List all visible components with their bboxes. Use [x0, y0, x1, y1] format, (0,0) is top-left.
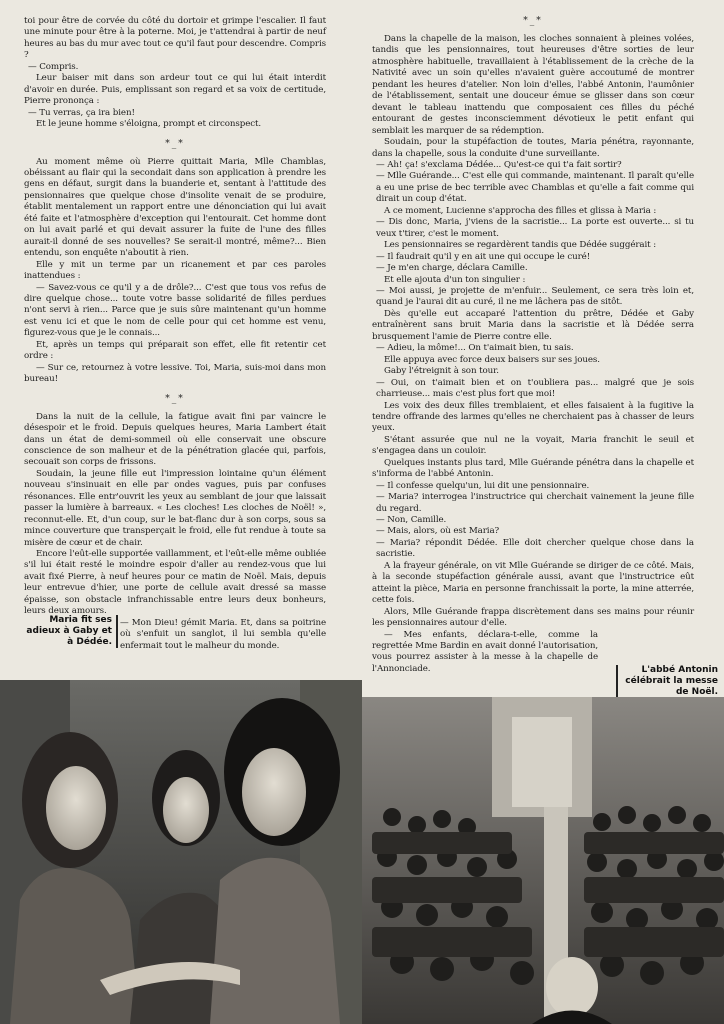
photo-three-women	[0, 680, 362, 1024]
paragraph: — Mlle Guérande... C'est elle qui commande, maintenant. Il paraît qu'elle a eu une prise de bec terrible avec Chamblas et qu'elle a fait comme qui dirait un coup d'état.	[376, 171, 694, 205]
left-text-column	[24, 16, 326, 652]
photo-caption-left: Maria fit ses adieux à Gaby et à Dédée.	[24, 615, 118, 648]
paragraph: — Maria? répondit Dédée. Elle doit chercher quelque chose dans la sacristie.	[376, 537, 694, 560]
paragraph: A ce moment, Lucienne s'approcha des filles et glissa à Maria :	[384, 205, 657, 216]
paragraph: Et le jeune homme s'éloigna, prompt et circonspect.	[36, 119, 262, 130]
paragraph: — Maria? interrogea l'instructrice qui cherchait vainement la jeune fille du regard.	[376, 492, 694, 514]
paragraph: A la frayeur générale, on vit Mlle Guérande se diriger de ce côté. Mais, à la seconde stupéfaction générale aussi, avant que l'instructrice eût atteint la pièce, Maria en personne franchissait la porte, la mine atterrée, cette fois.	[372, 560, 694, 606]
section-separator: *_*	[523, 16, 543, 26]
paragraph: — Ah! ça! s'exclama Dédée... Qu'est-ce qui t'a fait sortir?	[376, 159, 622, 170]
paragraph: — Compris.	[28, 61, 79, 72]
paragraph: — Adieu, la môme!... On t'aimait bien, tu sais.	[376, 343, 574, 354]
paragraph: Dès qu'elle eut accaparé l'attention du prêtre, Dédée et Gaby entraînèrent sans bruit Maria dans la sacristie et là Dédée serra brusquement l'amie de Pierre contre elle.	[372, 308, 694, 342]
paragraph: — Il faudrait qu'il y en ait une qui occupe le curé!	[376, 251, 591, 262]
paragraph: Leur baiser mit dans son ardeur tout ce qui lui était interdit d'avoir en durée. Puis, emplissant son regard et sa voix de certitude, Pierre prononça :	[24, 73, 326, 107]
paragraph: — Je m'en charge, déclara Camille.	[376, 263, 528, 274]
paragraph: Encore l'eût-elle supportée vaillamment, et l'eût-elle même oubliée s'il lui était resté le moindre espoir d'aller au rendez-vous que lui avait fixé Pierre, à neuf heures pour ce matin de Noël. Mais, depuis leur entrevue d'hier, une porte de cellule avait dressé sa masse épaisse, son obstacle infranchissable entre leurs deux bonheurs, leurs deux amours.	[24, 549, 326, 617]
paragraph: Elle y mit un terme par un ricanement et par ces paroles inattendues :	[24, 259, 326, 282]
photo-caption-right: L'abbé Antonin célébrait la messe de Noël.	[616, 665, 718, 698]
paragraph: — Dis donc, Maria, j'viens de la sacristie... La porte est ouverte... si tu veux t'tirer, c'est le moment.	[376, 217, 694, 239]
paragraph: Les pensionnaires se regardèrent tandis que Dédée suggérait :	[384, 240, 657, 251]
right-text-column	[372, 16, 694, 675]
section-separator: *_*	[165, 138, 185, 149]
paragraph: — Sur ce, retournez à votre lessive. Toi, Maria, suis-moi dans mon bureau!	[24, 362, 326, 385]
paragraph: Elle appuya avec force deux baisers sur ses joues.	[384, 354, 600, 365]
paragraph: Gaby l'étreignit à son tour.	[384, 366, 499, 377]
paragraph: — Tu verras, ça ira bien!	[28, 107, 135, 118]
paragraph: — Non, Camille.	[376, 515, 447, 526]
paragraph: — Mon Dieu! gémit Maria. Et, dans sa poitrine où s'enfuit un sanglot, il lui sembla qu'elle enfermait tout le malheur du monde.	[120, 617, 326, 651]
paragraph: Et, après un temps qui préparait son effet, elle fit retentir cet ordre :	[24, 339, 326, 362]
paragraph: Alors, Mlle Guérande frappa discrètement dans ses mains pour réunir les pensionnaires autour d'elle.	[372, 606, 694, 629]
paragraph: — Mais, alors, où est Maria?	[376, 526, 500, 537]
paragraph: — Il confesse quelqu'un, lui dit une pensionnaire.	[376, 480, 590, 491]
photo-chapel-mass	[362, 697, 724, 1024]
paragraph: — Oui, on t'aimait bien et on t'oubliera pas... malgré que je sois charrieuse... mais c'est plus fort que moi!	[376, 377, 694, 400]
paragraph: S'étant assurée que nul ne la voyait, Maria franchit le seuil et s'engagea dans un couloir.	[372, 434, 694, 457]
paragraph: Dans la nuit de la cellule, la fatigue avait fini par vaincre le désespoir et le froid. Depuis quelques heures, Maria Lambert était dans un état de demi-sommeil où elle conservait une obscure conscience de son malheur et de la pénétration glacée qui, parfois, secouait son corps de frissons.	[24, 411, 326, 468]
paragraph: toi pour être de corvée du côté du dortoir et grimpe l'escalier. Il faut une minute pour être à la poterne. Moi, je t'attendrai à partir de neuf heures au bas du mur avec tout ce qu'il faut pour descendre. Compris ?	[24, 16, 327, 61]
paragraph: Dans la chapelle de la maison, les cloches sonnaient à pleines volées, tandis que les pensionnaires, tout heureuses d'être sorties de leur atmosphère habituelle, travaillaient à l'établissement de la crèche de la Nativité avec un soin qu'elles n'avaient guère accoutumé de montrer pendant les heures d'atelier. Non loin d'elles, l'abbé Antonin, l'aumônier de l'établissement, sentait une douceur émue se glisser dans son cœur devant le tableau inattendu que composaient ces filles du péché entourant de gestes inconsciemment dévotieux le petit enfant qui semblait les marquer de sa rédemption.	[372, 34, 694, 136]
paragraph: Soudain, pour la stupéfaction de toutes, Maria pénétra, rayonnante, dans la chapelle, sous la conduite d'une surveillante.	[372, 137, 694, 159]
paragraph: Et elle ajouta d'un ton singulier :	[384, 274, 526, 285]
paragraph: Les voix des deux filles tremblaient, et elles faisaient à la fugitive la tendre offrande des larmes qu'elles ne cherchaient pas à chasser de leurs yeux.	[372, 400, 694, 434]
paragraph: — Moi aussi, je projette de m'enfuir... Seulement, ce sera très loin et, quand je l'aurai dit au curé, il ne me lâchera pas de sitôt.	[376, 285, 694, 308]
section-separator: *_*	[165, 393, 185, 404]
paragraph: Au moment même où Pierre quittait Maria, Mlle Chamblas, obéissant au flair qui la secondait dans son application à prendre les gens en défaut, surgit dans la buanderie et, sentant à l'attitude des pensionnaires que quelque chose d'insolite venait de se produire, établit mentalement un rapport entre une dénonciation qui lui avait été faite et l'atmosphère d'exception qui l'entourait. Cet homme dont on lui avait parlé et qui devait assurer la fuite de l'une des filles aurait-il donné de ses nouvelles? Se serait-il montré, même?... Bien entendu, son enquête n'aboutit à rien.	[24, 156, 326, 259]
paragraph: — Savez-vous ce qu'il y a de drôle?... C'est que tous vos refus de dire quelque chose... toute votre basse solidarité de filles perdues n'ont servi à rien... Parce que je suis sûre maintenant qu'un homme est venu ici et que le nom de celle pour qui cet homme est venu, figurez-vous que je le connais...	[24, 282, 326, 339]
paragraph: — Mes enfants, déclara-t-elle, comme la regrettée Mme Bardin en avait donné l'autorisation, vous pourrez assister à la messe à la chapelle de l'Annonciade.	[372, 629, 598, 674]
paragraph: Quelques instants plus tard, Mlle Guérande pénétra dans la chapelle et s'informa de l'abbé Antonin.	[372, 457, 694, 480]
paragraph: Soudain, la jeune fille eut l'impression lointaine qu'un élément nouveau s'insinuait en elle par ondes vagues, puis par confuses résonances. Elle entr'ouvrit les yeux au semblant de jour que laissait passer la lumière à barreaux. « Les cloches! Les cloches de Noël! », reconnut-elle. Et, d'un coup, sur le bat-flanc dur à son corps, sous sa mince couverture que transperçait le froid, elle fut rendue à toute sa misère de cœur et de chair.	[24, 468, 326, 548]
